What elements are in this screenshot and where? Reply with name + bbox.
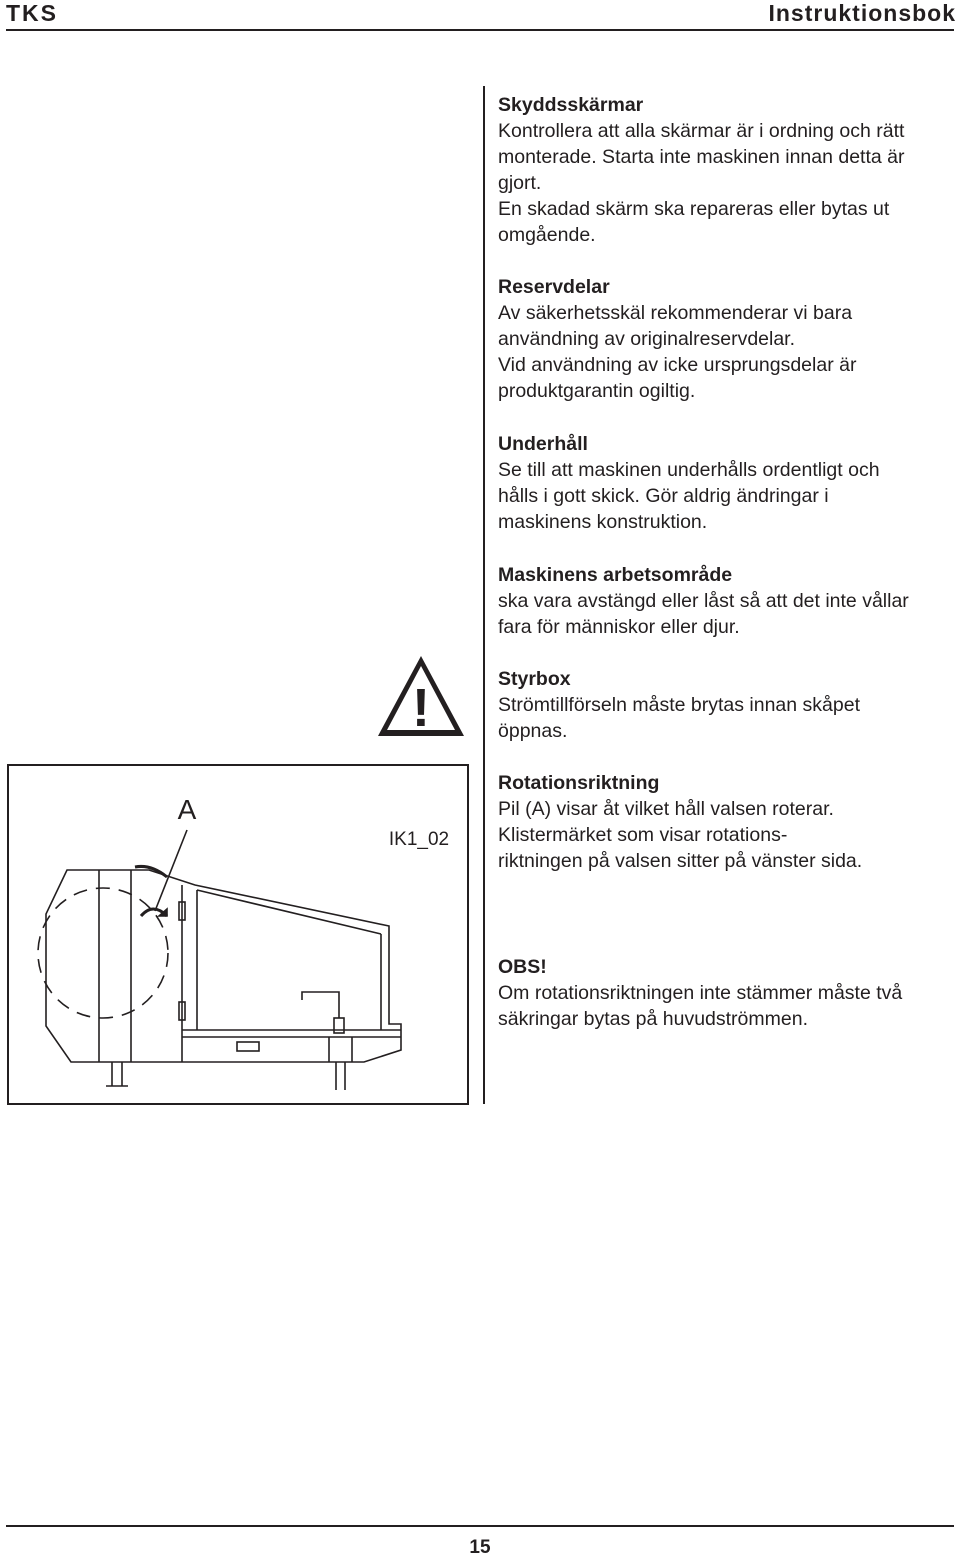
section-line: Strömtillförseln måste brytas innan skåpet [498,694,860,716]
page-number: 15 [469,1537,491,1558]
machine-housing [38,870,401,1062]
section-rotationsriktning [498,770,958,874]
section-line: Klistermärket som visar rotations- [498,824,788,846]
section-title: Underhåll [498,433,588,455]
section-line: Av säkerhetsskäl rekommenderar vi bara [498,302,853,324]
header-brand: TKS [6,0,58,26]
section-line: Vid användning av icke ursprungsdelar är [498,354,857,376]
section-line: öppnas. [498,720,568,742]
section-obs [498,954,958,1032]
section-line: monterade. Starta inte maskinen innan detta är [498,146,905,168]
section-reservdelar [498,274,958,404]
section-line: produktgarantin ogiltig. [498,380,696,402]
figure-label-a: A [177,794,197,825]
section-line: Se till att maskinen underhålls ordentligt och [498,459,880,481]
section-line: säkringar bytas på huvudströmmen. [498,1008,808,1030]
footer-rule [6,1525,954,1527]
section-styrbox [498,666,958,744]
pivot-stand [302,992,352,1090]
section-line: ska vara avstängd eller låst så att det inte vållar [498,590,909,612]
rotation-figure [7,764,469,1105]
section-title: Rotationsriktning [498,772,660,794]
column-divider [483,86,485,1104]
section-line: användning av originalreservdelar. [498,328,796,350]
machine-drawing [9,766,467,1103]
section-line: Pil (A) visar åt vilket håll valsen roterar. [498,798,834,820]
section-line: omgående. [498,224,596,246]
section-underhall [498,431,958,535]
section-line: hålls i gott skick. Gör aldrig ändringar i [498,485,829,507]
section-title: OBS! [498,956,547,978]
header-title: Instruktionsbok [768,0,956,26]
section-line: riktningen på valsen sitter på vänster sida. [498,850,863,872]
section-title: Styrbox [498,668,571,690]
section-title: Maskinens arbetsområde [498,564,733,586]
warning-triangle-icon [376,654,466,738]
section-line: fara för människor eller djur. [498,616,740,638]
rotation-sticker [135,866,167,877]
header-rule [6,29,954,31]
section-line: Om rotationsriktningen inte stämmer måste två [498,982,903,1004]
section-line: gjort. [498,172,542,194]
section-title: Reservdelar [498,276,610,298]
section-line: Kontrollera att alla skärmar är i ordning och rätt [498,120,905,142]
figure-code: IK1_02 [388,829,450,850]
section-line: En skadad skärm ska repareras eller bytas ut [498,198,890,220]
section-arbetsomrade [498,562,958,640]
support-legs [106,1062,128,1086]
section-line: maskinens konstruktion. [498,511,708,533]
section-title: Skyddsskärmar [498,94,644,116]
warning-glyph: ! [412,678,430,738]
section-skyddsskarmar [498,92,958,248]
